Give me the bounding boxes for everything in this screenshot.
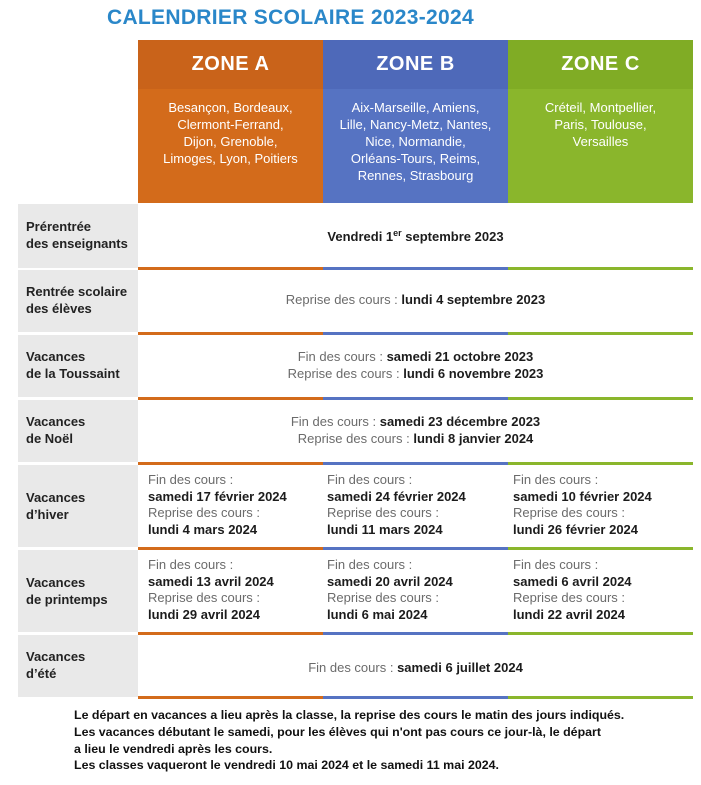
row-label-hiver [18, 465, 138, 547]
date-key: Reprise des cours : [513, 505, 625, 520]
footnote-line: a lieu le vendredi après les cours. [74, 741, 273, 756]
date-value: samedi 21 octobre 2023 [386, 349, 534, 364]
date-text: septembre 2023 [401, 229, 504, 244]
row-body-noel [138, 413, 693, 447]
date-key: Fin des cours : [148, 557, 234, 572]
city-line: Nice, Normandie, [365, 134, 466, 149]
date-key: Reprise des cours : [148, 505, 260, 520]
row-label-line: d’hiver [26, 507, 69, 522]
date-value: samedi 13 avril 2024 [148, 573, 274, 589]
city-line: Limoges, Lyon, Poitiers [163, 151, 298, 166]
date-key: Reprise des cours : [513, 590, 625, 605]
footnotes [74, 707, 694, 774]
row-separator [138, 696, 693, 699]
zone-a-header: ZONE A [138, 40, 323, 89]
row-label-noel [18, 400, 138, 462]
row-body-rentree [138, 291, 693, 308]
date-value: samedi 6 juillet 2024 [397, 660, 523, 675]
date-key: Reprise des cours : [148, 590, 260, 605]
date-text: Vendredi 1 [327, 229, 394, 244]
date-key: Fin des cours : [148, 472, 234, 487]
date-value: lundi 29 avril 2024 [148, 606, 261, 622]
city-line: Dijon, Grenoble, [183, 134, 278, 149]
date-value: lundi 8 janvier 2024 [413, 431, 534, 446]
date-key: Fin des cours : [290, 414, 380, 429]
date-key: Reprise des cours : [327, 505, 439, 520]
row-separator [138, 462, 693, 465]
date-value: lundi 4 mars 2024 [148, 521, 258, 537]
hiver-zone-b [327, 472, 466, 538]
row-label-line: des enseignants [26, 236, 128, 251]
date-superscript: er [393, 228, 402, 238]
zone-c-header: ZONE C [508, 40, 693, 89]
row-label-line: Vacances [26, 349, 86, 364]
date-key: Reprise des cours : [285, 292, 402, 307]
row-body-prerentree [138, 228, 693, 245]
zone-a-cities [138, 89, 323, 203]
row-label-line: d’été [26, 666, 57, 681]
hiver-zone-c [513, 472, 652, 538]
date-key: Reprise des cours : [287, 366, 404, 381]
row-label-ete [18, 635, 138, 697]
zone-b-cities [323, 89, 508, 203]
date-value: samedi 23 décembre 2023 [379, 414, 541, 429]
city-line: Clermont-Ferrand, [177, 117, 284, 132]
footnote-line: Les classes vaqueront le vendredi 10 mai 2024 et le samedi 11 mai 2024. [74, 758, 499, 773]
row-separator [138, 267, 693, 270]
row-label-printemps [18, 550, 138, 632]
date-value: lundi 4 septembre 2023 [401, 292, 546, 307]
city-line: Rennes, Strasbourg [357, 168, 474, 183]
date-value: samedi 17 février 2024 [148, 488, 287, 504]
date-key: Fin des cours : [308, 660, 398, 675]
row-body-ete [138, 659, 693, 676]
row-label-line: Vacances [26, 490, 86, 505]
date-value: samedi 24 février 2024 [327, 488, 466, 504]
row-label-line: de Noël [26, 431, 73, 446]
zone-b-header: ZONE B [323, 40, 508, 89]
city-line: Paris, Toulouse, [554, 117, 647, 132]
footnote-line: Le départ en vacances a lieu après la classe, la reprise des cours le matin des jours indiqués. [74, 708, 625, 722]
date-value: lundi 11 mars 2024 [327, 521, 443, 537]
row-separator [138, 632, 693, 635]
row-label-line: Vacances [26, 575, 86, 590]
row-label-prerentree [18, 204, 138, 268]
row-label-line: de la Toussaint [26, 366, 120, 381]
date-value: lundi 22 avril 2024 [513, 606, 626, 622]
hiver-zone-a [148, 472, 287, 538]
date-key: Fin des cours : [513, 472, 599, 487]
date-value: lundi 6 novembre 2023 [403, 366, 544, 381]
city-line: Versailles [572, 134, 629, 149]
city-line: Orléans-Tours, Reims, [350, 151, 481, 166]
date-key: Reprise des cours : [327, 590, 439, 605]
date-key: Fin des cours : [297, 349, 387, 364]
printemps-zone-a [148, 557, 274, 623]
date-value: samedi 20 avril 2024 [327, 573, 453, 589]
row-label-line: Rentrée scolaire [26, 284, 128, 299]
date-key: Fin des cours : [327, 472, 413, 487]
date-value: samedi 10 février 2024 [513, 488, 652, 504]
page-title: CALENDRIER SCOLAIRE 2023-2024 [107, 6, 474, 29]
zone-c-cities [508, 89, 693, 203]
printemps-zone-b [327, 557, 453, 623]
city-line: Aix-Marseille, Amiens, [351, 100, 480, 115]
row-separator [138, 547, 693, 550]
row-separator [138, 397, 693, 400]
date-value: lundi 26 février 2024 [513, 521, 639, 537]
printemps-zone-c [513, 557, 632, 623]
date-value: samedi 6 avril 2024 [513, 573, 632, 589]
date-key: Fin des cours : [513, 557, 599, 572]
row-label-line: des élèves [26, 301, 92, 316]
row-label-line: Vacances [26, 414, 86, 429]
city-line: Lille, Nancy-Metz, Nantes, [339, 117, 492, 132]
date-value: lundi 6 mai 2024 [327, 606, 428, 622]
date-key: Reprise des cours : [297, 431, 414, 446]
row-body-toussaint [138, 348, 693, 382]
row-label-line: Vacances [26, 649, 86, 664]
city-line: Créteil, Montpellier, [544, 100, 657, 115]
city-line: Besançon, Bordeaux, [168, 100, 293, 115]
row-label-line: de printemps [26, 592, 108, 607]
row-label-toussaint [18, 335, 138, 397]
footnote-line: Les vacances débutant le samedi, pour les élèves qui n'ont pas cours ce jour-là, le départ [74, 724, 601, 739]
row-label-rentree [18, 270, 138, 332]
row-label-line: Prérentrée [26, 219, 92, 234]
date-key: Fin des cours : [327, 557, 413, 572]
row-separator [138, 332, 693, 335]
